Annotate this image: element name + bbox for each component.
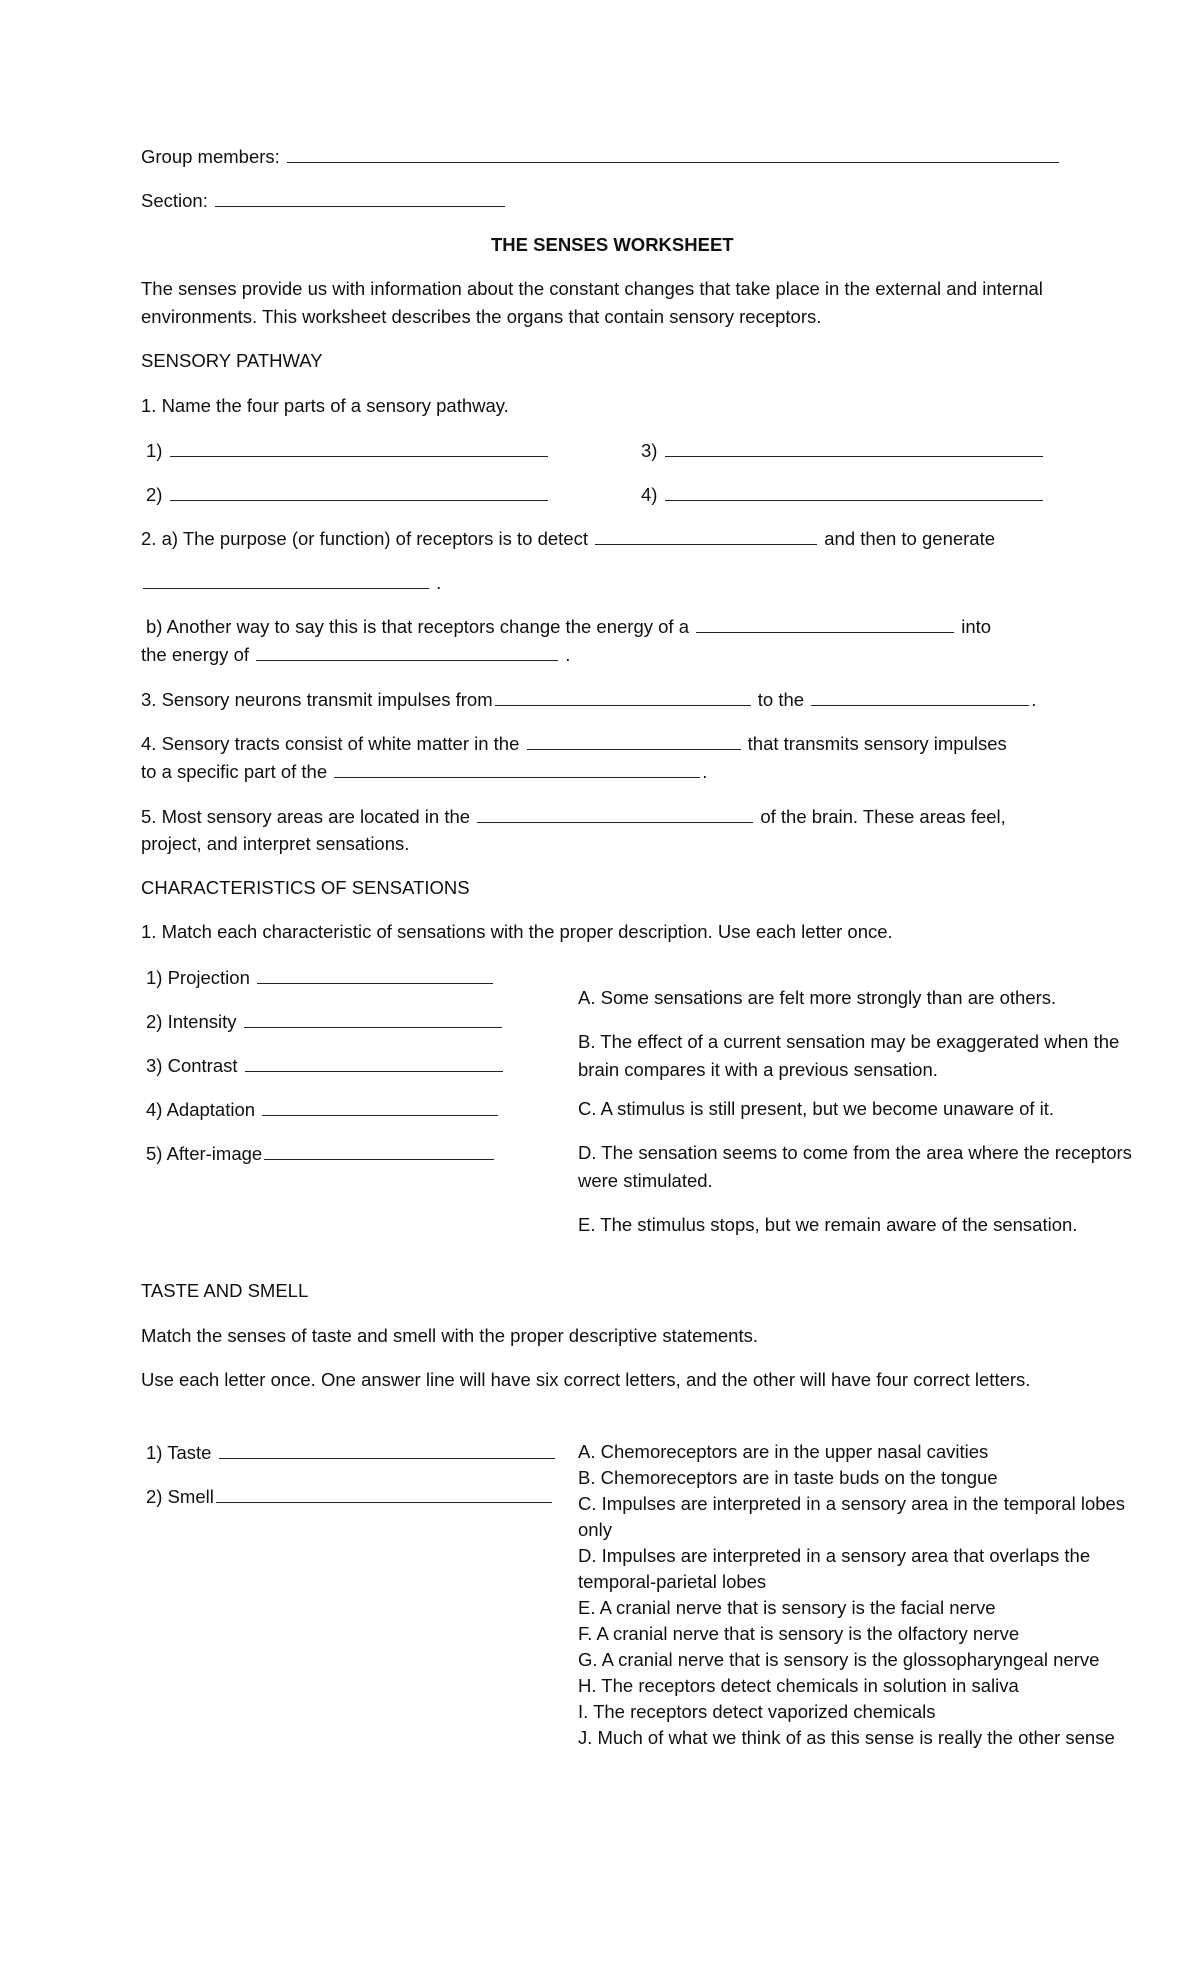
sp-blank-label-4: 4) — [641, 484, 658, 505]
char-item-label: 1) Projection — [146, 967, 250, 988]
group-members-label: Group members: — [141, 146, 280, 167]
char-answer-a: A. Some sensations are felt more strongly than are others. — [578, 987, 1057, 1008]
ts-answer-b: B. Chemoreceptors are in taste buds on the tongue — [578, 1467, 998, 1488]
section-label: Section: — [141, 190, 208, 211]
q2a-blank-generate[interactable] — [143, 568, 429, 589]
char-item-4 — [146, 1095, 500, 1124]
sp-question-4-line2 — [141, 757, 707, 786]
char-blank-5[interactable] — [264, 1139, 494, 1160]
sensory-pathway-heading: SENSORY PATHWAY — [141, 350, 323, 371]
group-members-blank[interactable] — [287, 142, 1059, 163]
char-item-3 — [146, 1051, 505, 1080]
q4-text-1: 4. Sensory tracts consist of white matter in the — [141, 733, 520, 754]
q3-blank-from[interactable] — [495, 685, 751, 706]
char-question-1: 1. Match each characteristic of sensations with the proper description. Use each letter once. — [141, 921, 893, 942]
q4-text-2: that transmits sensory impulses — [747, 733, 1007, 754]
q3-blank-to[interactable] — [811, 685, 1029, 706]
group-members-row — [141, 142, 1061, 171]
q2b-text-1: b) Another way to say this is that receptors change the energy of a — [146, 616, 689, 637]
section-row — [141, 186, 507, 215]
ts-answer-f: F. A cranial nerve that is sensory is the olfactory nerve — [578, 1623, 1020, 1644]
intro-paragraph: The senses provide us with information about the constant changes that take place in the external and internal environments. This worksheet describes the organs that contain sensory receptors. — [141, 278, 1043, 327]
sp-question-2b — [146, 612, 991, 641]
char-answer-b: B. The effect of a current sensation may be exaggerated when the brain compares it with a previous sensation. — [578, 1031, 1120, 1080]
q2b-end: . — [565, 644, 571, 665]
char-answer-d: D. The sensation seems to come from the area where the receptors were stimulated. — [578, 1142, 1132, 1191]
q2a-end: . — [436, 572, 442, 593]
char-answer-e: E. The stimulus stops, but we remain aware of the sensation. — [578, 1214, 1078, 1235]
ts-instruction-2: Use each letter once. One answer line will have six correct letters, and the other will have four correct letters. — [141, 1369, 1031, 1390]
sp-blank-2[interactable] — [170, 480, 548, 501]
ts-instruction-1: Match the senses of taste and smell with the proper descriptive statements. — [141, 1325, 758, 1346]
q2b-text-3: the energy of — [141, 644, 249, 665]
ts-answer-i: I. The receptors detect vaporized chemicals — [578, 1701, 936, 1722]
ts-item-taste — [146, 1438, 557, 1467]
q5-text-1: 5. Most sensory areas are located in the — [141, 806, 471, 827]
sp-question-5 — [141, 802, 1006, 831]
q3-text-2: to the — [757, 689, 805, 710]
char-item-label: 2) Intensity — [146, 1011, 237, 1032]
sp-question-2b-line2 — [141, 640, 570, 669]
ts-item-smell — [146, 1482, 554, 1511]
char-blank-1[interactable] — [257, 963, 493, 984]
ts-answer-c: C. Impulses are interpreted in a sensory area in the temporal lobes only — [578, 1493, 1126, 1540]
q2b-blank-2[interactable] — [256, 640, 558, 661]
q3-end: . — [1031, 689, 1037, 710]
q2a-text-1: 2. a) The purpose (or function) of receptors is to detect — [141, 528, 588, 549]
ts-answer-g: G. A cranial nerve that is sensory is the glossopharyngeal nerve — [578, 1649, 1100, 1670]
section-blank[interactable] — [215, 186, 505, 207]
q2a-blank-detect[interactable] — [595, 524, 817, 545]
sp-blank-row-3 — [641, 436, 1045, 465]
ts-answer-list — [578, 1439, 1138, 1751]
q5-text-2: of the brain. These areas feel, — [760, 806, 1006, 827]
sp-blank-row-4 — [641, 480, 1045, 509]
sp-question-4 — [141, 729, 1007, 758]
sp-blank-row-1 — [146, 436, 550, 465]
char-answer-c: C. A stimulus is still present, but we become unaware of it. — [578, 1098, 1055, 1119]
sp-question-2a — [141, 524, 995, 553]
q4-end: . — [702, 761, 708, 782]
ts-answer-e: E. A cranial nerve that is sensory is the facial nerve — [578, 1597, 996, 1618]
char-blank-3[interactable] — [245, 1051, 503, 1072]
ts-blank-smell[interactable] — [216, 1482, 552, 1503]
q3-text-1: 3. Sensory neurons transmit impulses from — [141, 689, 493, 710]
sp-blank-3[interactable] — [665, 436, 1043, 457]
sp-blank-row-2 — [146, 480, 550, 509]
char-blank-4[interactable] — [262, 1095, 498, 1116]
q4-blank-2[interactable] — [334, 757, 700, 778]
ts-item-label: 2) Smell — [146, 1486, 214, 1507]
sp-question-3 — [141, 685, 1036, 714]
sp-blank-label-2: 2) — [146, 484, 163, 505]
sp-blank-1[interactable] — [170, 436, 548, 457]
char-item-1 — [146, 963, 495, 992]
q5-blank[interactable] — [477, 802, 753, 823]
char-item-5 — [146, 1139, 496, 1168]
sp-question-5-line2: project, and interpret sensations. — [141, 833, 410, 854]
char-blank-2[interactable] — [244, 1007, 502, 1028]
sp-blank-label-1: 1) — [146, 440, 163, 461]
ts-answer-h: H. The receptors detect chemicals in solution in saliva — [578, 1675, 1019, 1696]
char-item-2 — [146, 1007, 504, 1036]
sp-question-2a-line2 — [141, 568, 441, 597]
char-item-label: 5) After-image — [146, 1143, 263, 1164]
sp-question-1: 1. Name the four parts of a sensory pathway. — [141, 395, 509, 416]
q4-text-3: to a specific part of the — [141, 761, 328, 782]
char-item-label: 3) Contrast — [146, 1055, 238, 1076]
q4-blank-1[interactable] — [527, 729, 741, 750]
q2b-blank-1[interactable] — [696, 612, 954, 633]
characteristics-heading: CHARACTERISTICS OF SENSATIONS — [141, 877, 470, 898]
q2b-text-2: into — [961, 616, 992, 637]
char-item-label: 4) Adaptation — [146, 1099, 256, 1120]
sp-blank-label-3: 3) — [641, 440, 658, 461]
ts-item-label: 1) Taste — [146, 1442, 212, 1463]
sp-blank-4[interactable] — [665, 480, 1043, 501]
ts-answer-a: A. Chemoreceptors are in the upper nasal cavities — [578, 1441, 989, 1462]
taste-smell-heading: TASTE AND SMELL — [141, 1280, 309, 1301]
ts-answer-j: J. Much of what we think of as this sense is really the other sense — [578, 1727, 1115, 1748]
ts-answer-d: D. Impulses are interpreted in a sensory area that overlaps the temporal-parietal lobes — [578, 1545, 1091, 1592]
page-title: THE SENSES WORKSHEET — [491, 234, 734, 255]
ts-blank-taste[interactable] — [219, 1438, 555, 1459]
q2a-text-2: and then to generate — [824, 528, 996, 549]
